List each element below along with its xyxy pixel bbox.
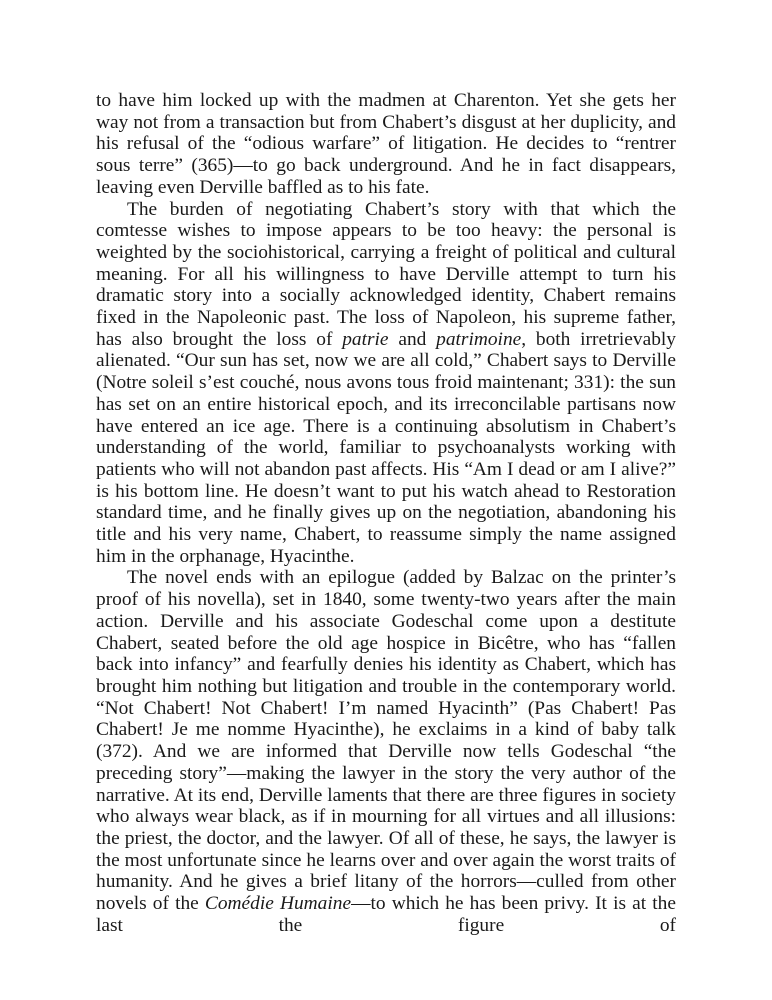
paragraph-2-text-c: , both irretrievably alienated. “Our sun has set, now we are all cold,” Chabert says to Derville (Notre soleil s’est couché, nous avons tous froid maintenant; 331): the sun has set on an entire historical epoch, and its irreconcilable partisans now have entered an ice age. There is a continuing absolutism in Chabert’s understanding of the world, familiar to psychoanalysts working with patients who will not abandon past affects. His “Am I dead or am I alive?” is his bottom line. He doesn’t want to put his watch ahead to Restoration standard time, and he finally gives up on the negotiation, abandoning his title and his very name, Chabert, to reassume simply the name assigned him in the orphanage, Hyacinthe.: [96, 328, 676, 567]
paragraph-1: [96, 90, 676, 199]
paragraph-1-text: to have him locked up with the madmen at Charenton. Yet she gets her way not from a transaction but from Chabert’s disgust at her duplicity, and his refusal of the “odious warfare” of litigation. He decides to “rentrer sous terre” (365)—to go back underground. And he in fact disappears, leaving even Derville baffled as to his fate.: [96, 90, 676, 198]
paragraph-3-italic-comedie-humaine: Comédie Humaine: [204, 893, 352, 915]
paragraph-2-text-a: The burden of negotiating Chabert’s story with that which the comtesse wishes to impose appears to be too heavy: the personal is weighted by the sociohistorical, carrying a freight of political and cultural meaning. For all his willingness to have Derville attempt to turn his dramatic story into a socially acknowledged identity, Chabert remains fixed in the Napoleonic past. The loss of Napoleon, his supreme father, has also brought the loss of: [96, 198, 676, 350]
body-text: [96, 90, 676, 936]
paragraph-2-text-b: and: [388, 328, 437, 350]
paragraph-2-italic-patrimoine: patrimoine: [436, 328, 522, 350]
paragraph-3: [96, 567, 676, 936]
paragraph-3-text-b: —to which he has been privy. It is at the last the figure of: [96, 893, 676, 936]
paragraph-3-text-a: The novel ends with an epilogue (added by Balzac on the printer’s proof of his novella), set in 1840, some twenty-two years after the main action. Derville and his associate Godeschal come upon a destitute Chabert, seated before the old age hospice in Bicêtre, who has “fallen back into infancy” and fearfully denies his identity as Chabert, which has brought him nothing but litigation and trouble in the contemporary world. “Not Chabert! Not Chabert! I’m named Hyacinth” (Pas Chabert! Pas Chabert! Je me nomme Hyacinthe), he exclaims in a kind of baby talk (372). And we are informed that Derville now tells Godeschal “the preceding story”—making the lawyer in the story the very author of the narrative. At its end, Derville laments that there are three figures in society who always wear black, as if in mourning for all virtues and all illusions: the priest, the doctor, and the lawyer. Of all of these, he says, the lawyer is the most unfortunate since he learns over and over again the worst traits of humanity. And he gives a brief litany of the horrors—culled from other novels of the: [96, 567, 676, 915]
paragraph-2: [96, 199, 676, 568]
paragraph-2-italic-patrie: patrie: [342, 328, 389, 350]
